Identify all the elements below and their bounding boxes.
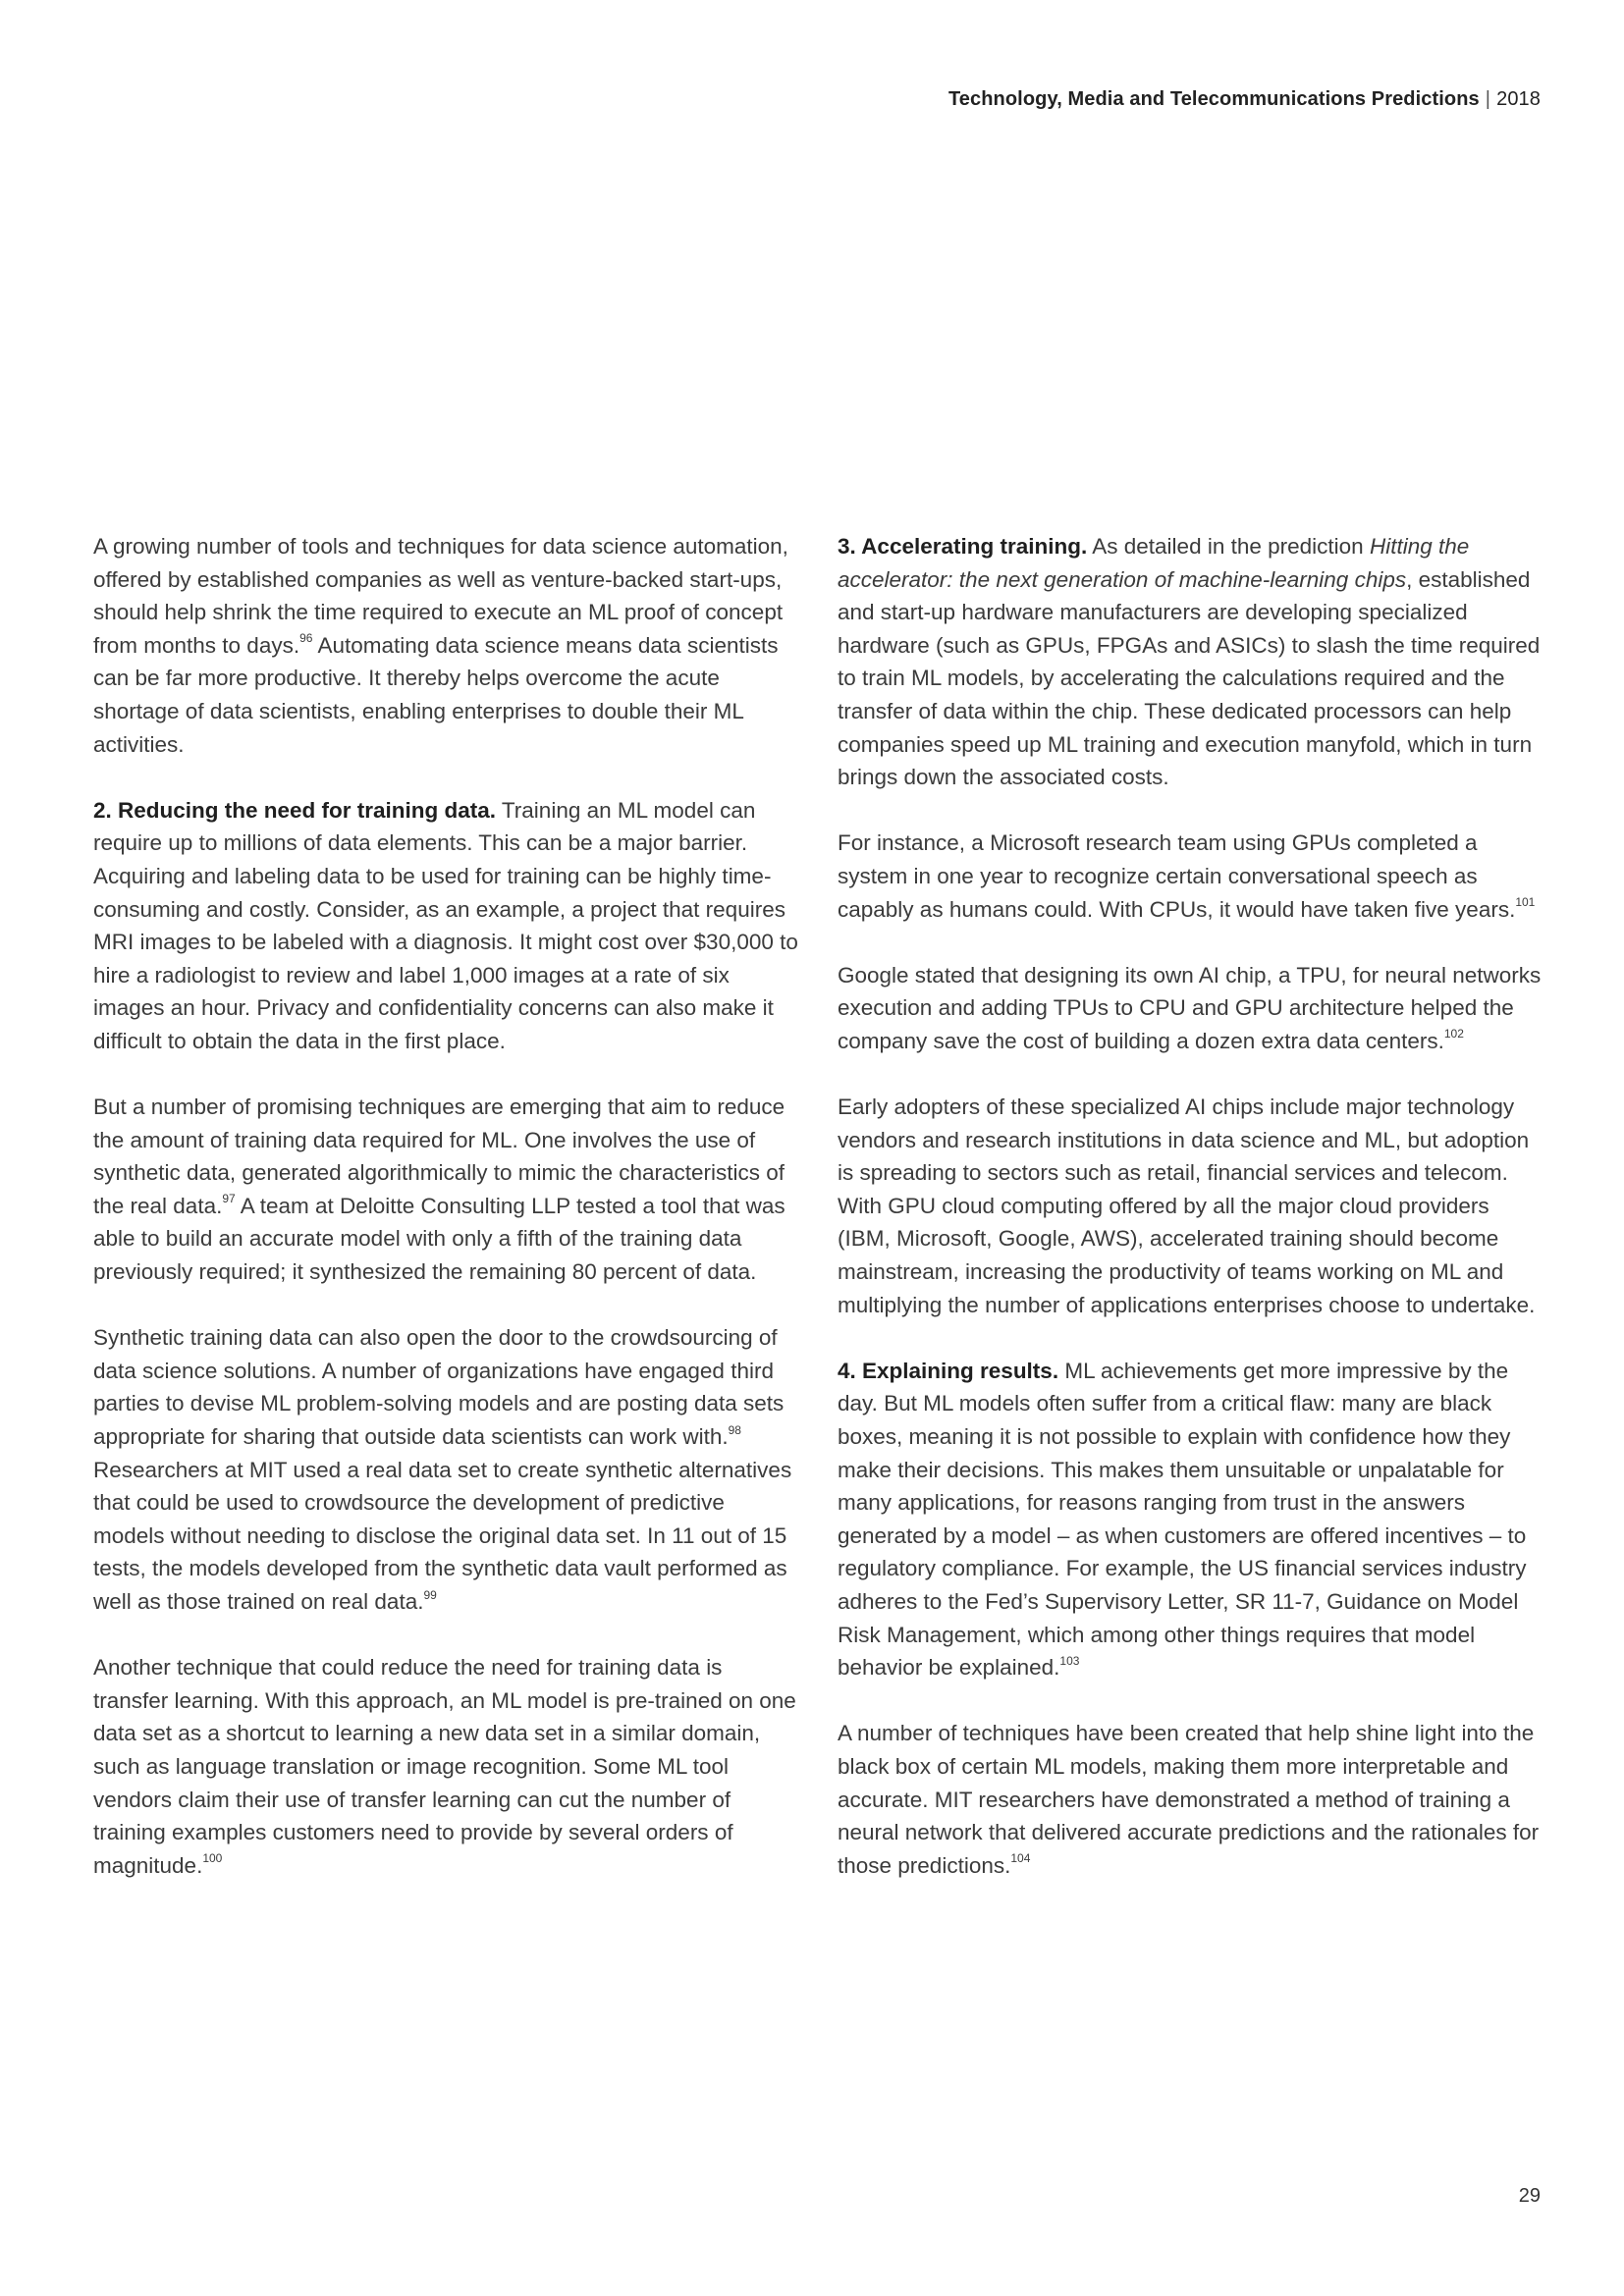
paragraph-text: Synthetic training data can also open the door to the crowdsourcing of data science solutions. A number of organizations have engaged third parties to devise ML problem-solving models and are posting data sets appropriate for sharing that outside data scientists can work with.	[93, 1325, 785, 1450]
paragraph-text: A growing number of tools and techniques for data science automation, offered by established companies as well as venture-backed start-ups, should help shrink the time required to execute an ML proof of concept from months to days.	[93, 534, 788, 658]
paragraph-explaining-results	[838, 1355, 1544, 1684]
paragraph-text: For instance, a Microsoft research team using GPUs completed a system in one year to recognize certain conversational speech as capably as humans could. With CPUs, it would have taken five years.	[838, 830, 1516, 922]
paragraph-google-tpu	[838, 959, 1544, 1058]
paragraph-automation	[93, 530, 800, 761]
paragraph-synthetic-data	[93, 1091, 800, 1289]
paragraph-text: Another technique that could reduce the need for training data is transfer learning. With this approach, an ML model is pre-trained on one data set as a shortcut to learning a new data set in a similar domain, such as language translation or image recognition. Some ML tool vendors claim their use of transfer learning can cut the number of training examples customers need to provide by several orders of magnitude.	[93, 1655, 796, 1878]
section-heading-reducing-training-data: 2. Reducing the need for training data.	[93, 797, 497, 823]
paragraph-microsoft-example	[838, 827, 1544, 926]
publication-title: Technology, Media and Telecommunications Predictions	[947, 88, 1480, 110]
paragraph-text: , established and start-up hardware manufacturers are developing specialized hardware (such as GPUs, FPGAs and ASICs) to slash the time required to train ML models, by accelerating the calculations required and the transfer of data within the chip. These dedicated processors can help companies speed up ML training and execution manyfold, which in turn brings down the associated costs.	[838, 566, 1541, 790]
paragraph-crowdsourcing	[93, 1321, 800, 1618]
publication-year: 2018	[1496, 88, 1541, 110]
paragraph-reducing-training-data	[93, 794, 800, 1058]
paragraph-text: But a number of promising techniques are emerging that aim to reduce the amount of training data required for ML. One involves the use of synthetic data, generated algorithmically to mimic the characteristics of the real data.	[93, 1095, 785, 1218]
paragraph-early-adopters	[838, 1091, 1544, 1321]
left-column	[93, 530, 800, 1882]
paragraph-text: Google stated that designing its own AI chip, a TPU, for neural networks execution and adding TPUs to CPU and GPU architecture helped the company save the cost of building a dozen extra data centers.	[838, 962, 1542, 1053]
paragraph-text: A number of techniques have been created that help shine light into the black box of certain ML models, making them more interpretable and accurate. MIT researchers have demonstrated a method of training a neural network that delivered accurate predictions and the rationales for those predictions.	[838, 1721, 1540, 1878]
paragraph-interpretability	[838, 1717, 1544, 1882]
page-number: 29	[1518, 2185, 1541, 2207]
header-separator: |	[1485, 88, 1491, 110]
footnote-ref-99: 99	[423, 1587, 437, 1602]
paragraph-accelerating-training	[838, 530, 1544, 794]
paragraph-transfer-learning	[93, 1651, 800, 1882]
footnote-ref-103: 103	[1059, 1653, 1080, 1668]
section-heading-accelerating-training: 3. Accelerating training.	[838, 534, 1088, 559]
paragraph-text: ML achievements get more impressive by the day. But ML models often suffer from a critical flaw: many are black boxes, meaning it is not possible to explain with confidence how they make their decisions. This makes them unsuitable or unpalatable for many applications, for reasons ranging from trust in the answers generated by a model – as when customers are offered incentives – to regulatory compliance. For example, the US financial services industry adheres to the Fed’s Supervisory Letter, SR 11-7, Guidance on Model Risk Management, which among other things requires that model behavior be explained.	[838, 1358, 1527, 1681]
footnote-ref-97: 97	[222, 1192, 236, 1206]
right-column	[838, 530, 1544, 1882]
footnote-ref-98: 98	[728, 1422, 741, 1437]
paragraph-text: As detailed in the prediction	[1087, 534, 1370, 559]
paragraph-text: Researchers at MIT used a real data set to create synthetic alternatives that could be used to crowdsource the development of predictive models without needing to disclose the original data set. In 11 out of 15 tests, the models developed from the synthetic data vault performed as well as those trained on real data.	[93, 1457, 792, 1614]
paragraph-text: Training an ML model can require up to millions of data elements. This can be a major barrier. Acquiring and labeling data to be used for training can be highly time-consuming and costly. Consider, as an example, a project that requires MRI images to be labeled with a diagnosis. It might cost over $30,000 to hire a radiologist to review and label 1,000 images at a rate of six images an hour. Privacy and confidentiality concerns can also make it difficult to obtain the data in the first place.	[93, 797, 798, 1053]
paragraph-text: Early adopters of these specialized AI chips include major technology vendors and research institutions in data science and ML, but adoption is spreading to sectors such as retail, financial services and telecom. With GPU cloud computing offered by all the major cloud providers (IBM, Microsoft, Google, AWS), accelerated training should become mainstream, increasing the productivity of teams working on ML and multiplying the number of applications enterprises choose to undertake.	[838, 1095, 1536, 1317]
running-header	[948, 88, 1541, 111]
footnote-ref-100: 100	[202, 1851, 223, 1866]
footnote-ref-104: 104	[1010, 1851, 1031, 1866]
section-heading-explaining-results: 4. Explaining results.	[838, 1358, 1059, 1383]
footnote-ref-101: 101	[1515, 895, 1536, 910]
footnote-ref-96: 96	[299, 631, 313, 646]
cross-reference-title: Hitting the accelerator: the next generation of machine-learning chips	[838, 534, 1470, 592]
paragraph-text: A team at Deloitte Consulting LLP tested a tool that was able to build an accurate model with only a fifth of the training data previously required; it synthesized the remaining 80 percent of data.	[93, 1193, 785, 1285]
paragraph-text: Automating data science means data scientists can be far more productive. It thereby helps overcome the acute shortage of data scientists, enabling enterprises to double their ML activities.	[93, 632, 779, 757]
footnote-ref-102: 102	[1443, 1027, 1464, 1041]
